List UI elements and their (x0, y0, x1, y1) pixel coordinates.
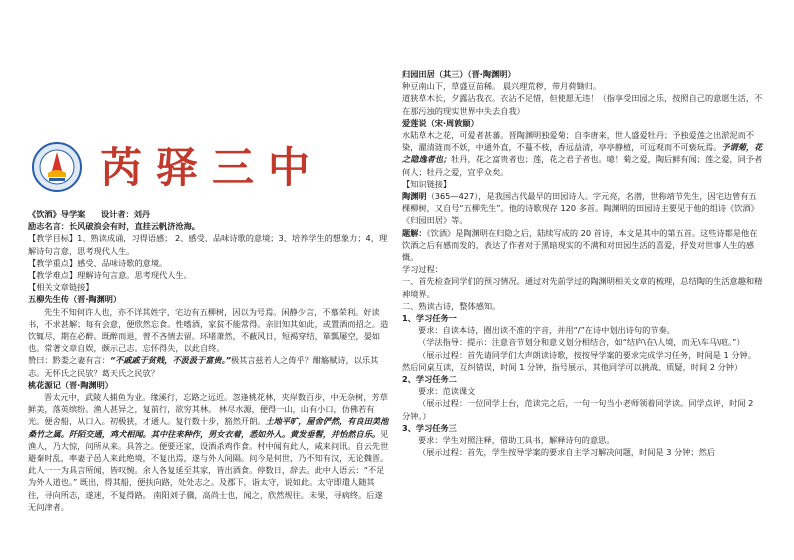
jieti-text: 《饮酒》是陶渊明在归隐之后，陆续写成的 20 首诗，本文是其中的第五首。这些诗都是他在饮酒之后有感而发的，表达了作者对于黑暗现实的不满和对田园生活的喜爱，抒发对世事人生的感慨。 (402, 227, 758, 263)
process-heading: 学习过程： (402, 264, 443, 275)
task-1-tip: （学法指导：提示：注意音节划分和意义划分相结合，如“结庐\在\人境，而无\车马\喧。”） (418, 337, 745, 348)
guiyuan-line-2: 道狭草木长，夕露沾我衣。衣沾不足惜，但使愿无违！（指享受田园之乐，按照自己的意愿生活，不在那污浊的现实世界中失去自我） (402, 93, 763, 116)
taohua-bold: 土地平旷，屋舍俨然，有良田美池桑竹之属。阡陌交通，鸡犬相闻。其中往来种作，男女衣着，悉如外人。黄发垂髫，并怡然自乐。 (28, 416, 389, 439)
ailian-bold: 予谓菊，花之隐逸者也； (402, 142, 763, 165)
jieti-label: 题解： (402, 227, 427, 238)
zan-quote: “不戚戚于贫贱，不汲汲于富贵。” (109, 355, 231, 366)
lesson-title: 《饮酒》导学案 (28, 209, 86, 219)
related-articles-heading: 【相关文章链接】 (28, 282, 94, 293)
tao-label: 陶渊明 (402, 191, 427, 202)
school-header (28, 130, 390, 200)
left-column (28, 208, 390, 513)
guiyuan-title: 归园田居（其三）（晋·陶渊明） (402, 69, 516, 79)
task-1-show: （展示过程：首先请同学们大声朗读诗歌，按按导学案的要求完成学习任务，时间是 1 分钟。然后同桌互读，互纠错误，时间 1 分钟，指号展示，其他同学可以挑战、质疑，时间 2 分钟） (402, 349, 756, 372)
ailian-text (402, 129, 764, 178)
taohua-title: 桃花源记（晋·陶渊明） (28, 379, 113, 390)
tao-intro (402, 190, 764, 227)
motto: 励志名言：长风破浪会有时，直挂云帆济沧海。 (28, 221, 200, 232)
zan-post: 极其言兹若人之俦乎？酣觞赋诗，以乐其志。无怀氏之民欤？葛天氏之民欤？ (28, 355, 379, 378)
lesson-designer: 设计者：刘丹 (100, 209, 151, 219)
tao-text: （365—427），是我国古代最早的田园诗人。字元亮，名潜，世称靖节先生，因宅边曾有五棵柳树，又自号“五柳先生”。他的诗歌现存 120 多首。陶渊明的田园诗主要见于他的组诗《饮酒》《归园田居》等。 (402, 191, 759, 226)
task-3-show: （展示过程：首先，学生按导学案的要求自主学习解决问题，时间是 3 分钟；然后 (418, 447, 715, 458)
wuliu-zan (28, 354, 390, 378)
task-2-show: （展示过程：一位同学上台，范读完之后，一句一句当小老师领着同学读。同学点评，时间 2 分钟。） (402, 398, 754, 421)
right-column (402, 68, 764, 459)
zan-pre: 赞曰：黔娄之妻有言： (28, 355, 110, 366)
teaching-difficulty: 【教学难点】理解诗句言意。思考现代人生。 (28, 270, 192, 281)
ailian-text-1: 水陆草木之花，可爱者甚蕃。晋陶渊明独爱菊；自李唐来，世人盛爱牡丹；予独爱莲之出淤泥而不染，濯清涟而不妖，中通外直，不蔓不枝，香远益清，亭亭静植，可远观而不可亵玩焉。 (402, 130, 755, 153)
taohua-text-2: 见渔人，乃大惊，问所从来。具答之。便要还家，设酒杀鸡作食。村中闻有此人，咸来问讯。自云先世避秦时乱，率妻子邑人来此绝境，不复出焉，遂与外人间隔。问今是何世，乃不知有汉，无论魏晋。此人一一为具言所闻，皆叹惋。余人各复延至其家，皆出酒食。停数日，辞去。此中人语云：“不足为外人道也。” 既出，得其船，便扶向路，处处志之。及郡下，诣太守，说如此。太守即遣人随其往，寻向所志，遂迷，不复得路。 南阳刘子骥，高尚士也，闻之，欣然规往。未果，寻病终。后遂无问津者。 (28, 428, 389, 512)
task-3-title: 3、学习任务三 (402, 422, 457, 433)
taohua-text (28, 391, 390, 513)
guiyuan-line-1: 种豆南山下，草盛豆苗稀。 晨兴理荒秽，带月荷锄归。 (402, 81, 602, 92)
jieti (402, 227, 764, 264)
ailian-text-2: 牡丹，花之富贵者也；莲，花之君子者也。噫！菊之爱，陶后鲜有闻；莲之爱，同予者何人；牡丹之爱，宜乎众矣。 (402, 154, 763, 177)
task-2-requirement: 要求：范读课文 (418, 386, 476, 397)
knowledge-heading: 【知识链接】 (402, 178, 452, 189)
teaching-goal: 【教学目标】1、熟读成诵，习得语感； 2、感受、品味诗歌的意境；3、培养学生的想象力；4、理解诗句言意，思考现代人生。 (28, 233, 388, 256)
teaching-focus: 【教学重点】感受、品味诗歌的意境。 (28, 257, 168, 268)
taohua-text-1: 晋太元中，武陵人捕鱼为业。缘溪行，忘路之远近。忽逢桃花林，夹岸数百步，中无杂树，芳草鲜美，落英缤纷。渔人甚异之，复前行，欲穷其林。 林尽水源，便得一山，山有小口，仿佛若有光。便舍船，从口入。初极狭，才通人。复行数十步，豁然开朗。 (28, 392, 388, 427)
school-brand-title: 芮驿三中 (100, 143, 325, 192)
task-2-title: 2、学习任务二 (402, 374, 457, 385)
ailian-title: 爱莲说（宋·周敦颐） (402, 117, 479, 128)
school-logo-icon (31, 141, 83, 193)
task-1-requirement: 要求：自读本诗，圈出读不准的字音，并用“/”在诗中划出诗句的节奏。 (418, 325, 675, 336)
task-1-title: 1、学习任务一 (402, 313, 457, 324)
task-3-requirement: 要求：学生对照注释，借助工具书，解释诗句的意思。 (418, 435, 615, 446)
wuliu-title: 五柳先生传（晋·陶渊明） (28, 294, 122, 305)
step-2: 二、熟读古诗，整体感知。 (402, 300, 501, 311)
lesson-heading (28, 208, 390, 220)
wuliu-text: 先生不知何许人也，亦不详其姓字，宅边有五柳树，因以为号焉。闲静少言，不慕荣利。好读书，不求甚解；每有会意，便欣然忘食。性嗜酒，家贫不能常得。亲旧知其如此，或置酒而招之。造饮辄尽，期在必醉。既醉而退，曾不吝情去留。环堵萧然，不蔽风日，短褐穿结，箪瓢屡空，晏如也。常著文章自娱，颇示己志。忘怀得失，以此自终。 (28, 306, 389, 354)
step-1: 一、首先检查同学们的预习情况。通过对先前学过的陶渊明相关文章的梳理，总结陶的生活意趣和精神境界。 (402, 276, 763, 299)
